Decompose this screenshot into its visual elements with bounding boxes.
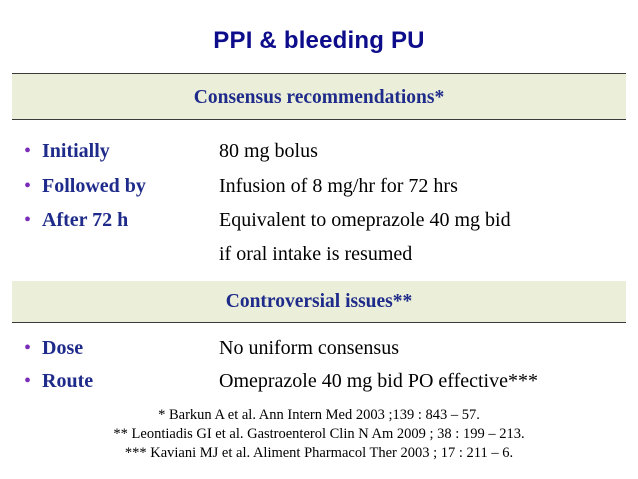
row-value: No uniform consensus — [219, 337, 399, 359]
row-label: After 72 h — [42, 209, 129, 231]
reference-1: * Barkun A et al. Ann Intern Med 2003 ;139 : 843 – 57. — [158, 407, 480, 423]
row-value: Equivalent to omeprazole 40 mg bid — [219, 209, 511, 231]
slide-title: PPI & bleeding PU — [213, 27, 425, 54]
row-value: Omeprazole 40 mg bid PO effective*** — [219, 370, 538, 392]
controversial-heading: Controversial issues** — [12, 281, 626, 323]
bullet-icon: • — [24, 209, 32, 231]
row-value: 80 mg bolus — [219, 140, 318, 162]
list-item-after-72h — [24, 205, 511, 235]
list-item-initially — [24, 136, 318, 166]
list-item-dose — [24, 333, 399, 363]
bullet-icon: • — [24, 337, 32, 359]
row-value: Infusion of 8 mg/hr for 72 hrs — [219, 175, 458, 197]
row-label: Dose — [42, 337, 84, 359]
bullet-icon: • — [24, 370, 32, 392]
reference-2: ** Leontiadis GI et al. Gastroenterol Clin N Am 2009 ; 38 : 199 – 213. — [113, 426, 525, 442]
bullet-icon: • — [24, 140, 32, 162]
row-label: Initially — [42, 140, 110, 162]
references — [0, 406, 638, 463]
reference-3: *** Kaviani MJ et al. Aliment Pharmacol Ther 2003 ; 17 : 211 – 6. — [124, 445, 514, 461]
row-label: Followed by — [42, 175, 146, 197]
row-value-continuation: if oral intake is resumed — [219, 243, 413, 265]
list-item-followed-by — [24, 171, 458, 201]
consensus-heading: Consensus recommendations* — [12, 73, 626, 120]
bullet-icon: • — [24, 175, 32, 197]
row-label: Route — [42, 370, 94, 392]
list-item-route — [24, 366, 538, 396]
